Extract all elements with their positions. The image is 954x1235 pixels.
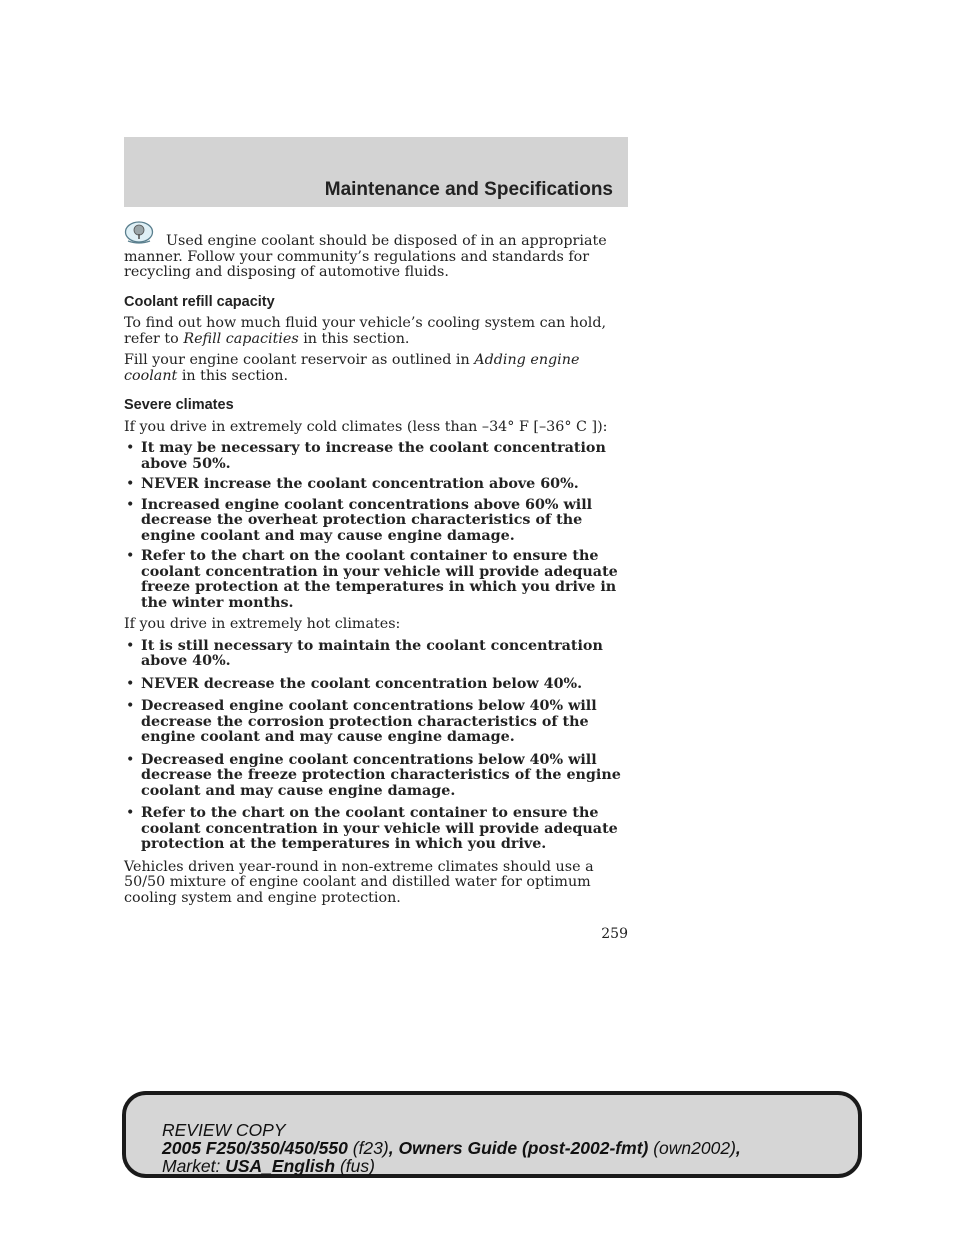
environment-note: [124, 226, 628, 281]
closing-paragraph: Vehicles driven year-round in non-extreme climates should use a 50/50 mixture of engine coolant and distilled water for optimum cooling system and engine protection.: [124, 858, 594, 906]
market-name: USA_English: [225, 1156, 336, 1176]
text-run: in this section.: [298, 330, 410, 347]
separator: ,: [735, 1138, 741, 1158]
model-code: (f23): [347, 1138, 389, 1158]
review-copy-label: REVIEW COPY: [162, 1120, 286, 1140]
hot-climates-intro: If you drive in extremely hot climates:: [124, 616, 401, 632]
text-run: Fill your engine coolant reservoir as outlined in: [124, 352, 475, 368]
list-item: • It may be necessary to increase the coolant concentration above 50%.: [124, 441, 628, 472]
list-item: • Refer to the chart on the coolant container to ensure the coolant concentration in your vehicle will provide adequate freeze protection at the temperatures in which you drive in the winter months.: [124, 549, 628, 611]
section-header: [124, 137, 628, 207]
coolant-refill-heading: Coolant refill capacity: [124, 293, 275, 310]
review-model-line: [162, 1139, 741, 1157]
severe-climates-heading: Severe climates: [124, 397, 234, 413]
market-label: Market:: [162, 1156, 226, 1176]
page-content: [124, 226, 628, 912]
refill-capacities-link: Refill capacities: [183, 330, 299, 347]
adding-engine-coolant-link: Adding engine coolant: [124, 352, 580, 384]
page-number: 259: [601, 926, 628, 942]
cold-climates-list: [124, 441, 628, 611]
hot-climates-list: [124, 639, 628, 853]
guide-name: , Owners Guide (post-2002-fmt): [388, 1138, 649, 1158]
list-item: • It is still necessary to maintain the coolant concentration above 40%.: [124, 639, 628, 670]
model-name: 2005 F250/350/450/550: [162, 1138, 348, 1158]
cold-climates-intro: If you drive in extremely cold climates (less than –34° F [–36° C ]):: [124, 418, 608, 435]
section-title: Maintenance and Specifications: [324, 179, 613, 200]
environment-note-text: Used engine coolant should be disposed of in an appropriate manner. Follow your community’s regulations and standards for recycling and disposing of automotive fluids.: [124, 233, 607, 280]
guide-code: (own2002): [648, 1138, 736, 1158]
environment-tree-icon: [124, 221, 154, 245]
text-run: To find out how much fluid your vehicle’s cooling system can hold, refer to: [124, 315, 607, 347]
market-code: (fus): [335, 1156, 375, 1176]
coolant-refill-paragraph-2: [124, 353, 628, 384]
list-item: • Increased engine coolant concentrations above 60% will decrease the overheat protection characteristics of the engine coolant and may cause engine damage.: [124, 498, 628, 545]
text-run: in this section.: [177, 367, 289, 384]
review-copy-footer: [122, 1091, 862, 1178]
list-item: • Decreased engine coolant concentrations below 40% will decrease the freeze protection characteristics of the engine coolant and may cause engine damage.: [124, 753, 628, 800]
list-item: • NEVER decrease the coolant concentration below 40%.: [124, 677, 628, 693]
list-item: • Refer to the chart on the coolant container to ensure the coolant concentration in your vehicle will provide adequate protection at the temperatures in which you drive.: [124, 806, 628, 853]
coolant-refill-paragraph-1: [124, 316, 628, 347]
review-market-line: [162, 1157, 741, 1175]
list-item: • Decreased engine coolant concentrations below 40% will decrease the corrosion protection characteristics of the engine coolant and may cause engine damage.: [124, 699, 628, 746]
list-item: • NEVER increase the coolant concentration above 60%.: [124, 477, 628, 493]
